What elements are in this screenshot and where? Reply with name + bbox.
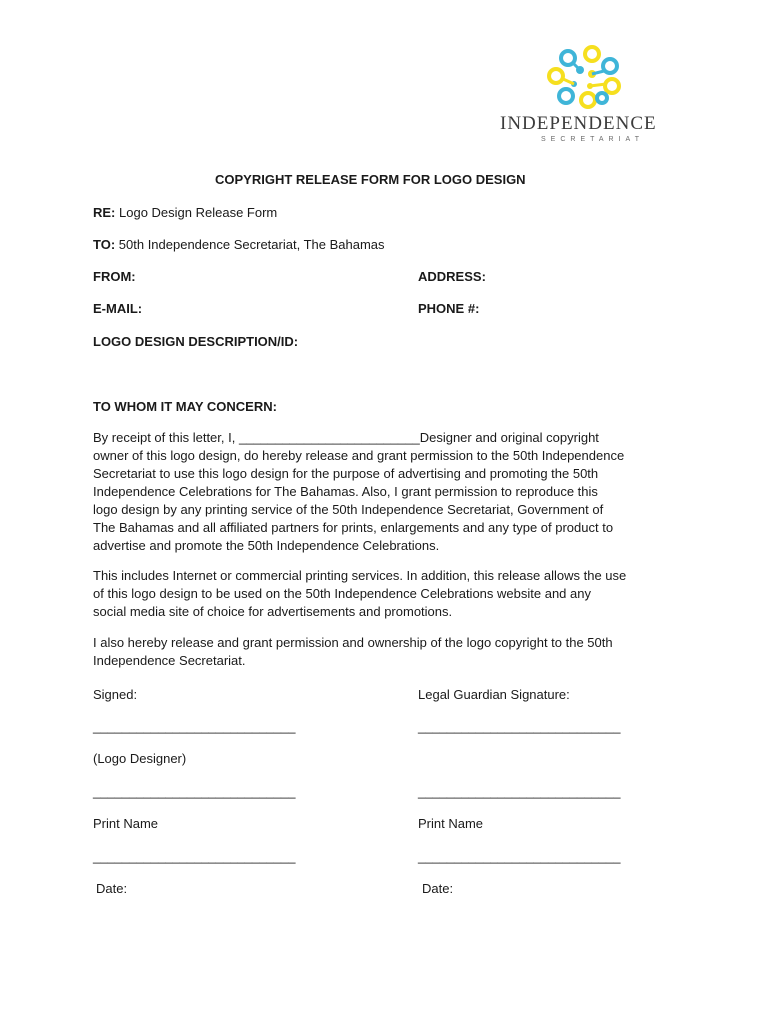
date-left-label: Date: [96,881,128,896]
re-value: Logo Design Release Form [119,205,278,220]
designer-print-name-line[interactable]: ____________________________ [93,784,296,799]
paragraph-2 [93,567,688,621]
guardian-signature-label: Legal Guardian Signature: [418,687,570,702]
date-right-label: Date: [422,881,454,896]
logo-description-label: LOGO DESIGN DESCRIPTION/ID: [93,334,299,349]
logo-mark-icon [540,44,630,112]
logo-subtitle: SECRETARIAT [541,136,644,143]
paragraph-3 [93,634,688,670]
logo-wordmark: INDEPENDENCE [500,113,657,134]
from-label: FROM: [93,269,136,284]
paragraph-line: logo design by any printing service of the 50th Independence Secretariat, Government of [93,502,604,517]
designer-date-line[interactable]: ____________________________ [93,849,296,864]
paragraph-line: This includes Internet or commercial printing services. In addition, this release allows the use [93,568,627,583]
to-value: 50th Independence Secretariat, The Bahamas [118,237,385,252]
logo-designer-label: (Logo Designer) [93,751,187,766]
guardian-print-name-line[interactable]: ____________________________ [418,784,621,799]
signed-label: Signed: [93,687,138,702]
paragraph-line: Independence Celebrations for The Bahamas. Also, I grant permission to reproduce this [93,484,598,499]
to-line [93,236,385,254]
address-label: ADDRESS: [418,269,486,284]
designer-signature-line[interactable]: ____________________________ [93,719,296,734]
email-label: E-MAIL: [93,301,143,316]
paragraph-line: of this logo design to be used on the 50th Independence Celebrations website and any [93,586,591,601]
paragraph-line: The Bahamas and all affiliated partners for prints, enlargements and any type of product to [93,520,614,535]
paragraph-line: social media site of choice for advertisements and promotions. [93,604,453,619]
print-name-right-label: Print Name [418,816,484,831]
form-title: COPYRIGHT RELEASE FORM FOR LOGO DESIGN [215,172,526,187]
paragraph-line: By receipt of this letter, I, _________________________Designer and original copyright [93,430,599,445]
paragraph-line: owner of this logo design, do hereby release and grant permission to the 50th Independence [93,448,625,463]
phone-label: PHONE #: [418,301,480,316]
to-label: TO: [93,237,116,252]
paragraph-line: I also hereby release and grant permission and ownership of the logo copyright to the 50th [93,635,613,650]
guardian-date-line[interactable]: ____________________________ [418,849,621,864]
guardian-signature-line[interactable]: ____________________________ [418,719,621,734]
print-name-left-label: Print Name [93,816,159,831]
re-line [93,204,277,222]
salutation: TO WHOM IT MAY CONCERN: [93,399,277,414]
paragraph-line: advertise and promote the 50th Independence Celebrations. [93,538,440,553]
re-label: RE: [93,205,116,220]
paragraph-1 [93,429,688,555]
paragraph-line: Independence Secretariat. [93,653,246,668]
paragraph-line: Secretariat to use this logo design for the purpose of advertising and promoting the 50th [93,466,599,481]
